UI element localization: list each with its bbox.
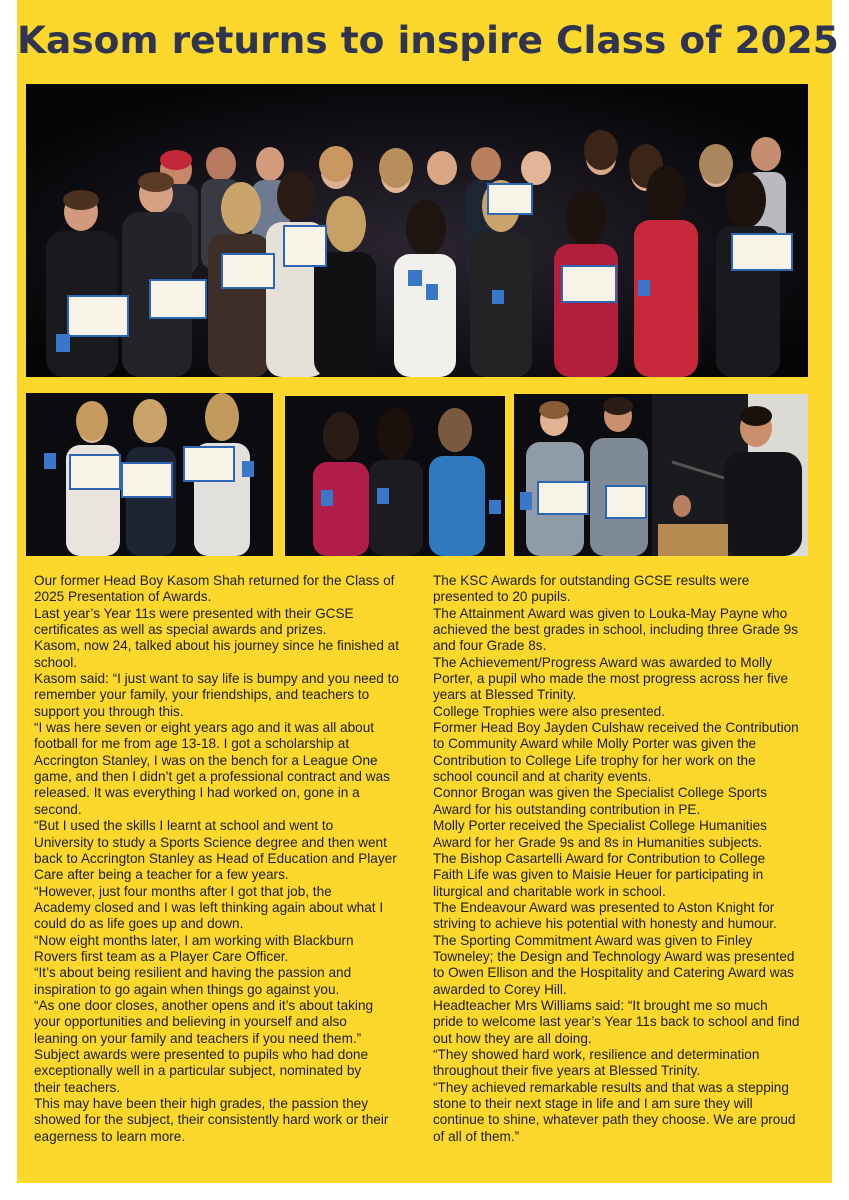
text-line: The Achievement/Progress Award was awarded to Molly [433,654,772,670]
text-line: Kasom, now 24, talked about his journey since he finished at [34,638,399,654]
text-line: Last year’s Year 11s were presented with their GCSE [34,605,354,621]
text-line: Award for her Grade 9s and 8s in Humanities subjects. [433,834,763,850]
paragraph [433,573,800,606]
text-line: to Owen Ellison and the Hospitality and Catering Award was [433,965,794,981]
text-line: awarded to Corey Hill. [433,981,567,997]
two-boys-illustration [514,394,660,556]
text-line: The Sporting Commitment Award was given to Finley [433,932,753,948]
text-line: Porter, a pupil who made the most progress across her five [433,671,789,687]
text-line: game, and then I didn’t get a professional contract and was [34,769,390,785]
paragraph [34,606,399,639]
text-line: Headteacher Mrs Williams said: “It brought me so much [433,997,768,1013]
text-line: remember your family, your friendships, and teachers to [34,687,370,703]
left-article-column [34,573,399,1145]
text-line: football for me from age 13-18. I got a scholarship at [34,736,350,752]
paragraph [433,933,800,998]
three-girls-illustration [26,393,273,556]
text-line: Contribution to College Life trophy for her work on the [433,752,756,768]
paragraph [433,998,800,1047]
text-line: Towneley; the Design and Technology Award was presented [433,948,795,964]
text-line: “I was here seven or eight years ago and it was all about [34,720,375,736]
text-line: Kasom said: “I just want to say life is bumpy and you need to [34,671,399,687]
text-line: out how they are all doing. [433,1030,592,1046]
two-boys-photo [514,394,660,556]
text-line: Care after being a teacher for a few years. [34,867,289,883]
paragraph [433,720,800,785]
text-line: certificates as well as special awards and prizes. [34,622,327,638]
text-line: Academy closed and I was left thinking again about what I [34,899,384,915]
paragraph [34,818,399,883]
text-line: “They achieved remarkable results and that was a stepping [433,1079,789,1095]
paragraph [433,851,800,900]
text-line: liturgical and charitable work in school. [433,883,666,899]
paragraph [34,720,399,818]
text-line: stone to their next stage in life and I am sure they will [433,1096,753,1111]
text-line: showed for the subject, their consistently hard work or their [34,1112,389,1128]
text-line: achieved the best grades in school, including three Grade 9s [433,622,798,638]
group-photo [26,84,808,377]
newsletter-page [17,0,839,1183]
paragraph [433,900,800,933]
text-line: support you through this. [34,703,184,719]
text-line: “It’s about being resilient and having the passion and [34,965,352,981]
text-line: second. [34,801,82,817]
text-line: Award for his outstanding contribution in PE. [433,801,701,817]
text-line: 2025 Presentation of Awards. [34,589,212,605]
text-line: Rovers first team as a Player Care Officer. [34,948,289,964]
paragraph [433,655,800,704]
text-line: school. [34,654,78,670]
text-line: released. It was everything I had worked on, gone in a [34,785,360,801]
text-line: University to study a Sports Science degree and then went [34,834,387,850]
text-line: College Trophies were also presented. [433,703,665,719]
paragraph [34,965,399,998]
text-line: pride to welcome last year’s Year 11s back to school and find [433,1014,800,1030]
text-line: striving to achieve his potential with honesty and humour. [433,916,777,932]
text-line: presented to 20 pupils. [433,589,571,605]
right-article-column [433,573,800,1145]
text-line: back to Accrington Stanley as Head of Education and Player [34,850,397,866]
text-line: Subject awards were presented to pupils who had done [34,1046,369,1062]
paragraph [34,1096,399,1145]
text-line: “Now eight months later, I am working with Blackburn [34,932,354,948]
speaker-illustration [652,394,808,556]
paragraph [433,704,800,720]
text-line: The KSC Awards for outstanding GCSE results were [433,573,750,588]
paragraph [433,818,800,851]
text-line: school council and at charity events. [433,769,652,785]
text-line: could do as life goes up and down. [34,916,244,932]
speaker-photo [652,394,808,556]
text-line: years at Blessed Trinity. [433,687,577,703]
text-line: Accrington Stanley, I was on the bench for a League One [34,752,378,768]
text-line: This may have been their high grades, the passion they [34,1096,369,1111]
text-line: Our former Head Boy Kasom Shah returned for the Class of [34,573,395,588]
text-line: and four Grade 8s. [433,638,547,654]
text-line: “They showed hard work, resilience and determination [433,1046,760,1062]
text-line: “As one door closes, another opens and it’s about taking [34,997,374,1013]
text-line: “But I used the skills I learnt at school and went to [34,818,334,834]
three-girls-2-illustration [285,396,505,556]
text-line: Faith Life was given to Maisie Heuer for participating in [433,867,764,883]
paragraph [433,1080,800,1145]
page-title: Kasom returns to inspire Class of 2025 [17,18,839,62]
text-line: exceptionally well in a particular subject, nominated by [34,1063,362,1079]
text-line: throughout their five years at Blessed Trinity. [433,1063,701,1079]
text-line: Molly Porter received the Specialist College Humanities [433,818,767,834]
three-girls-photo [26,393,273,556]
paragraph [34,1047,399,1096]
paragraph [433,606,800,655]
text-line: continue to shine, whatever path they choose. We are proud [433,1112,796,1128]
paragraph [34,998,399,1047]
paragraph [34,638,399,671]
text-line: Former Head Boy Jayden Culshaw received the Contribution [433,720,799,736]
text-line: The Bishop Casartelli Award for Contribution to College [433,850,766,866]
paragraph [34,573,399,606]
text-line: The Attainment Award was given to Louka-May Payne who [433,605,788,621]
paragraph [433,1047,800,1080]
paragraph [34,671,399,720]
paragraph [433,785,800,818]
paragraph [34,933,399,966]
group-photo-illustration [26,84,808,377]
text-line: inspiration to go again when things go against you. [34,981,340,997]
text-line: leaning on your family and teachers if you need them.” [34,1030,362,1046]
text-line: their teachers. [34,1079,121,1095]
text-line: your opportunities and believing in yourself and also [34,1014,347,1030]
paragraph [34,884,399,933]
text-line: to Community Award while Molly Porter was given the [433,736,757,752]
text-line: Connor Brogan was given the Specialist College Sports [433,785,767,801]
text-line: eagerness to learn more. [34,1128,186,1144]
text-line: The Endeavour Award was presented to Aston Knight for [433,899,775,915]
text-line: “However, just four months after I got that job, the [34,883,332,899]
text-line: of all of them.” [433,1128,520,1144]
three-girls-photo-2 [285,396,505,556]
